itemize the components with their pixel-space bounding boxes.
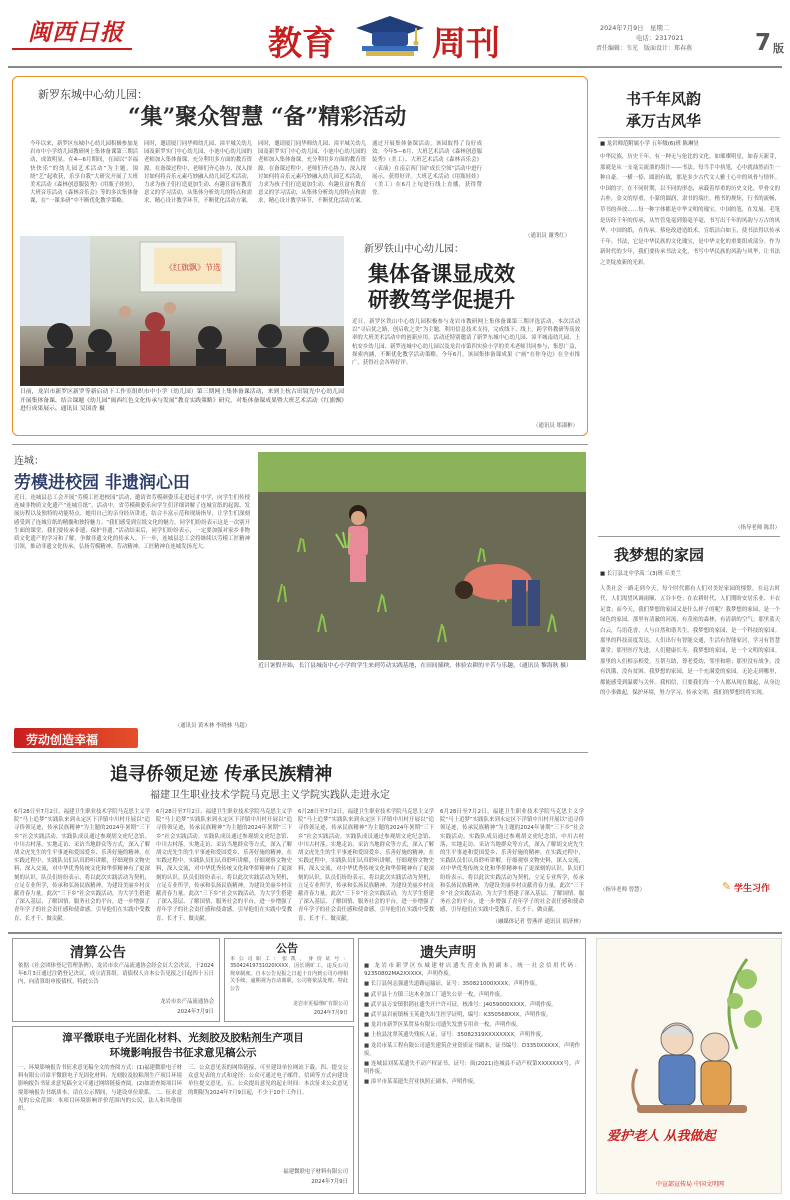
essay-teacher: （指导老师 曾慧）: [600, 887, 645, 893]
story4-col1: 6月28日至7月2日，福建卫生职业技术学院马克思主义学院“马上追梦”实践队来到永定区下洋镇中川村开展以“追寻侨领足迹，传承民族精神”为主题的2024年暑期“三下乡”社会实践活动。实践队成员通过参观胡文虎纪念馆、中川古村落，实地走访、采访当地群众等方式，深入了解胡文虎先生的生平事迹和爱国爱乡、乐善好施的精神。在实践过程中，实践队员们认真聆听讲解，仔细观察文物史料，深入交流，对中华优秀传统文化和华侨精神有了更深刻的认识。队员们纷纷表示，将以此次实践活动为契机，立足专业所学，传承和弘扬民族精神，为建设美丽乡村贡献青春力量。此次“三下乡”社会实践活动，为大学生搭建了深入基层、了解国情、服务社会的平台，进一步增强了青年学子的社会责任感和使命感，引导他们在实践中受教育、长才干、做贡献。: [14, 809, 150, 922]
section-title-right: 周刊: [432, 24, 500, 64]
liquidation-notice-body: 依据《社会团体登记管理条例》，龙岩市农产品流通协会经会员大会决议，于2024年6月3日通过注销登记决议，成立清算组。请债权人自本公告见报之日起四十五日内，向清算组申报债权。特此公告: [18, 963, 214, 986]
story2-headline-line1: 集体备课显成效: [368, 261, 515, 286]
story4-headline: 追寻侨领足迹 传承民族精神: [110, 764, 333, 785]
env-notice-date: 2024年7月9日: [311, 1179, 348, 1185]
story1-photo-caption: 日前，龙岩市新罗区新罗等新启动下工作室组织市中小学（幼儿园）第三期网上集体备课活动，来到上杭古田镜光中心幼儿园开展集体备课，结合课题《幼儿园“闽西红色文化传承与发展”教育实践策略》研究，对集体备课成果暨大班艺术活动《红旗飘》进行成果展示。通讯员 吴国香 摄: [20, 389, 344, 413]
company-notice-date: 2024年7月9日: [313, 1010, 348, 1016]
student-writing-label: 学生习作: [734, 884, 771, 894]
story4-subhead: 福建卫生职业技术学院马克思主义学院实践队走进永定: [150, 790, 390, 801]
company-notice-body: 本公司职工：张凯，身份证号：35042419731020XXXX，因长期旷工，违反公司规章制度。自本公告见报之日起十日内到公司办理相关手续，逾期视为自动离职，公司将依法处理。特此公告: [230, 956, 348, 992]
svg-text:《红旗飘》节选: 《红旗飘》节选: [165, 263, 221, 272]
notices-top-rule: [8, 932, 782, 934]
lost-notice-item: ■ 龙岩市新罗区东城建材店遗失营业执照副本，统一社会信用代码：92350802MA2XXXXX，声明作废。: [364, 963, 580, 978]
story4-byline: （融媒体记者 曾燕祥 通讯员 胡济林）: [492, 919, 584, 925]
section-title-left: 教育: [268, 24, 336, 64]
story2-byline: （通讯员 郑淑彬）: [533, 423, 578, 429]
poem-title-line2: 承万古风华: [626, 112, 702, 130]
lost-notice-item: ■ 武平县十方镇三达木业加工厂遗失公章一枚，声明作废。: [364, 991, 506, 998]
pen-icon: ✎: [722, 880, 732, 893]
story1-headline: “集”聚众智慧 “备”精彩活动: [128, 104, 407, 130]
poem-title-line1: 书千年风韵: [626, 90, 702, 108]
story3-body: 近日，连城县总工会开展“劳模工匠进校园”活动，邀请省劳模颜姿乐走进冠豸中学，向学生们传授连城非物质文化遗产“连城宣纸”。活动中，省劳模颜姿乐向学生们详细讲解了连城宣纸的起源、发展历程以及独特的功能特点。她用自己的亲身经历讲述，结合丰富示范和现场指导，让学生们深刻感受到了连城宣纸的精髓和独特魅力。“我们感受到宣纸文化的魅力，同学们纷纷表示这是一次别开生面的课堂，我们要传承非遗、保护非遗。”活动结束后，同学们纷纷表示，一定要加强对家乡非物质文化遗产的学习和了解，争做非遗文化的传承人。下一步，连城县总工会将继续以劳模工匠精神引领，推动非遗文化传承，弘扬劳模精神、劳动精神、工匠精神在连城发扬光大。: [14, 495, 250, 551]
masthead-rule: [8, 66, 782, 68]
graduation-cap-icon: [354, 12, 426, 58]
page-number: 7: [755, 30, 772, 56]
paper-logo: 闽西日报: [28, 19, 124, 46]
lost-notice-item: ■ 上杭县沈翠英遗失残疾人证，证号：35082319XXXXXXXX，声明作废。: [364, 1032, 547, 1039]
page-suffix: 版: [773, 42, 784, 55]
essay-author: ■ 长汀县北中学高二(3)班 丘美兰: [600, 571, 681, 577]
story3-top-rule: [12, 444, 588, 445]
masthead: [0, 0, 790, 70]
story2-headline-line2: 研教笃学促提升: [368, 287, 515, 312]
story1-col3: 同时，邀请厦门同华师幼儿园、漳平城关幼儿园及新罗实门中心幼儿园、小池中心幼儿园的老师加入集体备课，充分利用多方面的教育资源。在备课过程中，老师们齐心协力，深入探讨如何将音乐元素巧妙融入幼儿园艺术活动，力求为孩子们打造更加生动、有趣且富有教育意义的学习活动，从集体分析幼儿的特点和需求，精心设计教学环节，不断优化活动方案。: [258, 141, 366, 205]
elder-care-ad-footer: 中宣部宣传局 中国文明网: [656, 1181, 724, 1188]
story3-byline: （通讯员 黄木林 李晓林 马超）: [174, 723, 250, 729]
env-notice-body-left: 一、环境影响报告书征求意见稿全文的查阅方式：(1)福建微联电子材料有限公司漳平微联电子光固化材料、光刻胶及胶粘剂生产项目环境影响报告书征求意见稿全文可通过网络链接查阅。(2)如需查阅项目环境影响报告书纸质本，请在公示期间，与建设单位联系。二、征求意见的公众范围：本项目环境影响评价范围内的公民、法人和其他组织。: [18, 1065, 182, 1113]
story1-col4: 通过开展集体备课活动，该园取得了良好成效。今年5—6月，大班艺术活动《森林创意服装秀》（美工）、大班艺术活动《森林音乐会》（表演）在南京西门园“成长空间”活动中进行展示，获得好评。大班艺术活动《用瓶娃娃》（美工）在6月上旬进行线上直播，获得赞誉。: [372, 141, 482, 197]
story4-col4: 6月28日至7月2日，福建卫生职业技术学院马克思主义学院“马上追梦”实践队来到永定区下洋镇中川村开展以“追寻侨领足迹，传承民族精神”为主题的2024年暑期“三下乡”社会实践活动。实践队成员通过参观胡文虎纪念馆、中川古村落，实地走访、采访当地群众等方式，深入了解胡文虎先生的生平事迹和爱国爱乡、乐善好施的精神。在实践过程中，实践队员们认真聆听讲解，仔细观察文物史料，深入交流，对中华优秀传统文化和华侨精神有了更深刻的认识。队员们纷纷表示，将以此次实践活动为契机，立足专业所学，传承和弘扬民族精神，为建设美丽乡村贡献青春力量。此次“三下乡”社会实践活动，为大学生搭建了深入基层、了解国情、服务社会的平台，进一步增强了青年学子的社会责任感和使命感，引导他们在实践中受教育、长才干、做贡献。: [440, 809, 584, 914]
lost-notice-item: ■ 武平县岩前镇杨玉英遗失出生医学证明，编号：K350568XXX，声明作废。: [364, 1012, 552, 1019]
env-notice-body-right: 三、公众意见表的网络链接，可至建设单位网站下载。四、提交公众意见表的方式和途径：公众可通过电子邮件、信函等方式向建设单位提交意见。五、公众提出意见的起止时间：本次征求公众意见的期限为2024年7月9日起，不少于10个工作日。: [188, 1065, 348, 1096]
elder-care-ad-slogan: 爱护老人 从我做起: [607, 1129, 716, 1144]
story4-top-rule: [12, 752, 588, 753]
story1-byline: （通讯员 谢秀红）: [525, 233, 570, 239]
story4-col3: 6月28日至7月2日，福建卫生职业技术学院马克思主义学院“马上追梦”实践队来到永定区下洋镇中川村开展以“追寻侨领足迹，传承民族精神”为主题的2024年暑期“三下乡”社会实践活动。实践队成员通过参观胡文虎纪念馆、中川古村落，实地走访、采访当地群众等方式，深入了解胡文虎先生的生平事迹和爱国爱乡、乐善好施的精神。在实践过程中，实践队员们认真聆听讲解，仔细观察文物史料，深入交流，对中华优秀传统文化和华侨精神有了更深刻的认识。队员们纷纷表示，将以此次实践活动为契机，立足专业所学，传承和弘扬民族精神，为建设美丽乡村贡献青春力量。此次“三下乡”社会实践活动，为大学生搭建了深入基层、了解国情、服务社会的平台，进一步增强了青年学子的社会责任感和使命感，引导他们在实践中受教育、长才干、做贡献。: [298, 809, 434, 922]
essay-body: 人类社会一路走到今天，每个时代都有人们对美好家园的憧憬。在远古时代，人们渴望风调雨顺、五谷丰登；在农耕时代，人们期盼安居乐业、丰衣足食；而今天，我们梦想的家园又是什么样子的呢？我梦想的家园，是一个绿色的家园。那里有清澈的河流，有茂密的森林，有清新的空气；那里蓝天白云，鸟语花香，人与自然和谐共生。我梦想的家园，是一个科技的家园。那里的科技高度发达，人们出行有智能交通，生活有智能家居，学习有智慧课堂；那里医疗先进，人们健康长寿。我梦想的家园，是一个文明的家园。那里的人们相亲相爱，互帮互助，尊老爱幼，邻里和睦；那里没有战争，没有饥饿，没有贫困。我梦想的家园，是一个充满爱的家园。无论走到哪里，都能感受到温暖与关怀。我相信，只要我们每一个人都从现在做起，从身边的小事做起，保护环境，努力学习，传承文明，我们的梦想终将实现。: [600, 586, 780, 697]
lost-notice-item: ■ 漳平市某某遗失营业执照正副本，声明作废。: [364, 1079, 479, 1086]
masthead-underline: [12, 48, 132, 50]
lost-notice-item: ■ 龙岩市某工程有限公司遗失建筑企业资质证书副本，证书编号：D3350XXXXX，声明作废。: [364, 1042, 580, 1057]
env-notice-sign: 福建微联电子材料有限公司: [283, 1169, 348, 1175]
liquidation-notice-date: 2024年7月9日: [177, 1009, 214, 1015]
elder-care-ad: [596, 938, 782, 1194]
liquidation-notice-sign: 龙岩市农产品流通协会: [160, 999, 214, 1005]
poem-body: 中华民族，历史千年，有一种无与伦比的文化，如璀璨明星，如春天新芽，那就是从一支毫尖流淌的墨汁——书法。每当手中执笔，心中就油然而生一种自豪。一横一捺，圆润有致，那是多少古代文人雅士心中的风骨与情怀。中国的字，在不同时期，以不同的形态，承载着厚重的历史文化。甲骨文的古朴，金文的厚重，小篆的圆润，隶书的端庄，楷书的规矩，行书的流畅，草书的奔放……每一种字体都是中华文明的瑰宝。中国的笔，在发展。毛笔是历经千年的传承，从竹管兔毫到狼毫羊毫，书写出千年的风韵与万古的风华。中国的纸，在传承。蔡伦改进造纸术，宣纸洁白如玉，使书法得以传承千年。书法，它是中华民族的文化瑰宝，是中华文化的重要组成部分。作为新时代的少年，我们要传承书法文化，书写中华民族的风韵与风华，让书法之美绽放新的光彩。: [600, 154, 780, 266]
rice-photo-caption: 近日暑假开始，长汀县城南中心小学的学生来到劳动实践基地，在田间插秧，体验农耕的辛苦与乐趣。（通讯员 黎海秋 摄）: [258, 663, 572, 669]
essay-top-rule: [598, 536, 780, 537]
story3-headline: 劳模进校园 非遗润心田: [14, 473, 190, 493]
classroom-photo: [20, 236, 344, 386]
essay-title: 我梦想的家园: [614, 546, 705, 564]
rice-field-photo: [258, 452, 586, 660]
story4-col2: 6月28日至7月2日，福建卫生职业技术学院马克思主义学院“马上追梦”实践队来到永定区下洋镇中川村开展以“追寻侨领足迹，传承民族精神”为主题的2024年暑期“三下乡”社会实践活动。实践队成员通过参观胡文虎纪念馆、中川古村落，实地走访、采访当地群众等方式，深入了解胡文虎先生的生平事迹和爱国爱乡、乐善好施的精神。在实践过程中，实践队员们认真聆听讲解，仔细观察文物史料，深入交流，对中华优秀传统文化和华侨精神有了更深刻的认识。队员们纷纷表示，将以此次实践活动为契机，立足专业所学，传承和弘扬民族精神，为建设美丽乡村贡献青春力量。此次“三下乡”社会实践活动，为大学生搭建了深入基层、了解国情、服务社会的平台，进一步增强了青年学子的社会责任感和使命感，引导他们在实践中受教育、长才干、做贡献。: [156, 809, 292, 922]
story1-col2: 同时，邀请厦门同华师幼儿园、漳平城关幼儿园及新罗实门中心幼儿园、小池中心幼儿园的老师加入集体备课，充分利用多方面的教育资源。在备课过程中，老师们齐心协力，深入探讨如何将音乐元素巧妙融入幼儿园艺术活动，力求为孩子们打造更加生动、有趣且富有教育意义的学习活动，从集体分析幼儿的特点和需求，精心设计教学环节，不断优化活动方案。: [144, 141, 252, 205]
issue-date: 2024年7月9日 星期二: [600, 24, 670, 32]
edition-editors: 责任编辑：韦光 版面设计：郑春燕: [596, 45, 693, 52]
env-notice-title-line1: 漳平微联电子光固化材料、光刻胶及胶粘剂生产项目: [62, 1032, 304, 1044]
lost-notice-item: ■ 武平县万安镇供销社遗失开户许可证，核准号：J4059000XXXX，声明作废。: [364, 1001, 557, 1008]
poem-author: ■ 龙岩师范附属小学 五年级(6)班 陈琳昊: [600, 141, 699, 147]
story1-col1: 今年以来，新罗区东城中心幼儿园积极参加龙岩市中小学幼儿园教研网上集体备课第三期活动，成效明显。在4—6月期间，在园以“幸福快快乐”的幼儿园艺术活动”为主题，围绕“艺”起收获，乐享自我“大研究开展了大班美术活动《森林创意服装秀》《用瓶子娃娃》，大班音乐活动《森林音乐会》等的多次集体备课，在“一课多研”中不断优化教学策略。: [30, 141, 138, 205]
company-notice-sign: 龙岩市更福理矿有限公司: [292, 1001, 348, 1007]
student-writing-tag: [722, 880, 782, 896]
liquidation-notice-title: 清算公告: [70, 945, 126, 961]
story2-kicker: 新罗铁山中心幼儿园：: [364, 244, 464, 255]
story2-body: 近日，新罗区铁山中心幼儿园积极参与龙岩市教研网上集体备课第三期评选活动。本次活动以“寻启优之路，创启收之美”为主题，利用信息技术支持，完成线下、线上，跨学科教研等高效率的大班美术活动中的创新应用。活动还特别邀请了新罗东城中心幼儿园、漳平城南幼儿园、上杭安乡幼儿园、新罗连城中心幼儿园以及龙岩市第四实验小学的美术老师共同参与，集思广益，探索内涵，不断优化教学活动策略。今年6月，该园集体备课成果《“画”在你身边》在全市推广，获得社会各界好评。: [352, 319, 580, 367]
lost-notice-title: 遗失声明: [420, 945, 476, 961]
story1-kicker: 新罗东城中心幼儿园：: [38, 88, 148, 101]
lost-notice-item: ■ 长汀县何志强遗失道路运输证，证号：350821000XXXX，声明作废。: [364, 981, 541, 988]
edition-phone: 电话：2317021: [636, 34, 684, 42]
poem-teacher: （指导老师 陈洪）: [735, 525, 780, 531]
lost-notice-item: ■ 连城县刘某某遗失不动产权证书，证号：闽(2021)连城县不动产权第XXXXXXX号，声明作废。: [364, 1061, 580, 1076]
story3-kicker: 连城：: [14, 456, 44, 467]
lost-notice-item: ■ 龙岩市新罗区某贸易有限公司遗失发票专用章一枚，声明作废。: [364, 1022, 522, 1029]
env-notice-title-line2: 环境影响报告书征求意见稿公示: [109, 1047, 257, 1059]
labor-banner-text: 劳动创造幸福: [26, 733, 99, 747]
lost-notice-list: [364, 962, 580, 1190]
company-notice-title: 公告: [276, 942, 298, 955]
